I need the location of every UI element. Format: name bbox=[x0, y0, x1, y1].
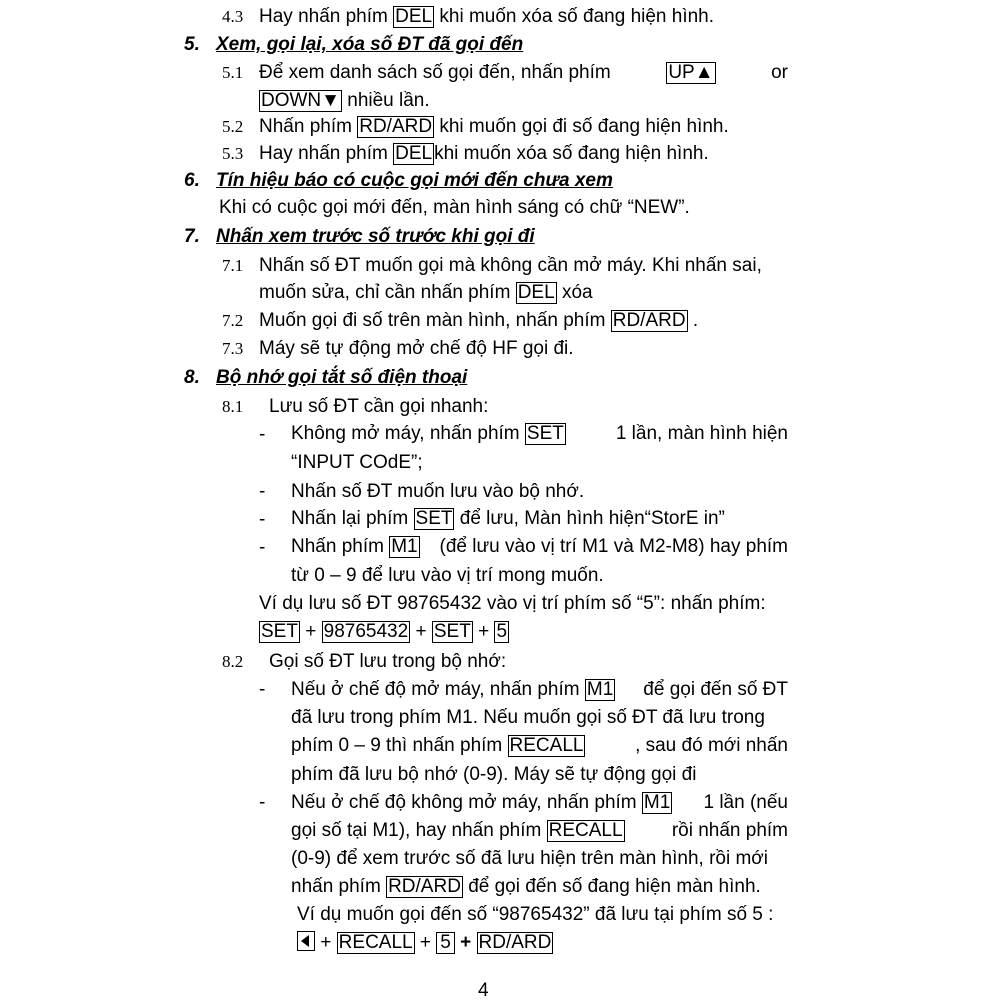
bullet-8-2-b-cont3: nhấn phím RD/ARD để gọi đến số đang hiện màn hình. bbox=[291, 876, 761, 897]
section-7-heading: 7. Nhấn xem trước số trước khi gọi đi bbox=[184, 226, 535, 247]
item-8-2: 8.2 Gọi số ĐT lưu trong bộ nhớ: bbox=[222, 651, 507, 672]
recall-key: RECALL bbox=[548, 820, 623, 841]
item-5-1-cont: DOWN▼ nhiều lần. bbox=[261, 90, 430, 111]
plus-sign: + bbox=[320, 932, 332, 953]
bullet-8-2-a: Nếu ở chế độ mở máy, nhấn phím M1 để gọi đến số ĐT bbox=[291, 679, 788, 700]
del-key: DEL bbox=[395, 143, 433, 164]
m1-key: M1 bbox=[391, 536, 418, 557]
section-title: Nhấn xem trước số trước khi gọi đi bbox=[216, 226, 535, 247]
recall-key: RECALL bbox=[509, 735, 584, 756]
section-8-heading: 8. Bộ nhớ gọi tắt số điện thoại bbox=[184, 367, 468, 388]
section-5-heading: 5. Xem, gọi lại, xóa số ĐT đã gọi đến bbox=[184, 34, 524, 55]
speaker-key-icon bbox=[297, 931, 315, 951]
bullet-dash: - bbox=[259, 537, 266, 558]
bullet-8-1-a-cont: “INPUT COdE”; bbox=[291, 452, 423, 473]
rd-ard-key: RD/ARD bbox=[388, 876, 461, 897]
set-key: SET bbox=[433, 621, 471, 642]
rd-ard-key: RD/ARD bbox=[359, 116, 433, 137]
set-key: SET bbox=[526, 423, 564, 444]
bullet-8-1-b: Nhấn số ĐT muốn lưu vào bộ nhớ. bbox=[291, 481, 585, 502]
phone-number-key: 98765432 bbox=[323, 621, 409, 642]
page-number: 4 bbox=[478, 980, 489, 1001]
example-2: Ví dụ muốn gọi đến số “98765432” đã lưu tại phím số 5 : bbox=[297, 904, 774, 925]
item-number: 4.3 bbox=[222, 7, 244, 26]
bullet-dash: - bbox=[259, 792, 266, 813]
item-5-3: 5.3 Hay nhấn phím DEL khi muốn xóa số đang hiện hình. bbox=[222, 143, 709, 164]
item-7-2: 7.2 Muốn gọi đi số trên màn hình, nhấn phím RD/ARD . bbox=[222, 310, 699, 331]
item-7-1-cont: muốn sửa, chỉ cần nhấn phím DEL xóa bbox=[259, 282, 593, 303]
bullet-8-1-c: Nhấn lại phím SET để lưu, Màn hình hiện“StorE in” bbox=[291, 508, 725, 529]
bullet-dash: - bbox=[259, 424, 266, 445]
bullet-8-2-b-cont2: (0-9) để xem trước số đã lưu hiện trên màn hình, rồi mới bbox=[291, 848, 768, 869]
section-title: Bộ nhớ gọi tắt số điện thoại bbox=[216, 367, 468, 388]
del-key: DEL bbox=[395, 6, 433, 27]
rd-ard-key: RD/ARD bbox=[612, 310, 686, 331]
bullet-8-2-a-cont3: phím đã lưu bộ nhớ (0-9). Máy sẽ tự động gọi đi bbox=[291, 764, 697, 785]
item-5-1: 5.1 Để xem danh sách số gọi đến, nhấn phím UP▲ or bbox=[222, 62, 788, 83]
plus-sign: + bbox=[478, 621, 490, 642]
bullet-8-2-b-cont: gọi số tại M1), hay nhấn phím RECALL rồi nhấn phím bbox=[291, 820, 788, 841]
plus-sign: + bbox=[460, 932, 472, 953]
plus-sign: + bbox=[415, 621, 427, 642]
example-1-sequence bbox=[259, 620, 509, 644]
section-6-body: Khi có cuộc gọi mới đến, màn hình sáng có chữ “NEW”. bbox=[219, 197, 690, 218]
item-7-3: 7.3 Máy sẽ tự động mở chế độ HF gọi đi. bbox=[222, 338, 574, 359]
del-key: DEL bbox=[517, 282, 555, 303]
bullet-8-1-d-cont: từ 0 – 9 để lưu vào vị trí mong muốn. bbox=[291, 565, 604, 586]
plus-sign: + bbox=[305, 621, 317, 642]
set-key: SET bbox=[261, 621, 298, 642]
bullet-dash: - bbox=[259, 509, 266, 530]
bullet-dash: - bbox=[259, 679, 266, 700]
example-1: Ví dụ lưu số ĐT 98765432 vào vị trí phím số “5”: nhấn phím: bbox=[259, 593, 766, 614]
section-title: Xem, gọi lại, xóa số ĐT đã gọi đến bbox=[216, 34, 524, 55]
bullet-dash: - bbox=[259, 481, 266, 502]
rd-ard-key: RD/ARD bbox=[478, 932, 552, 953]
digit-5-key: 5 bbox=[436, 932, 455, 954]
m1-key: M1 bbox=[643, 792, 671, 813]
bullet-8-2-a-cont2: phím 0 – 9 thì nhấn phím RECALL , sau đó mới nhấn bbox=[291, 735, 788, 756]
bullet-8-2-b: Nếu ở chế độ không mở máy, nhấn phím M1 1 lần (nếu bbox=[291, 792, 788, 813]
m1-key: M1 bbox=[586, 679, 614, 700]
plus-sign: + bbox=[419, 932, 431, 953]
item-8-1: 8.1 Lưu số ĐT cần gọi nhanh: bbox=[222, 396, 489, 417]
item-7-1: 7.1 Nhấn số ĐT muốn gọi mà không cần mở máy. Khi nhấn sai, bbox=[222, 255, 762, 276]
example-2-sequence bbox=[297, 931, 553, 955]
up-key: UP▲ bbox=[668, 62, 714, 83]
item-5-2: 5.2 Nhấn phím RD/ARD khi muốn gọi đi số đang hiện hình. bbox=[222, 116, 729, 137]
bullet-8-2-a-cont: đã lưu trong phím M1. Nếu muốn gọi số ĐT đã lưu trong bbox=[291, 707, 765, 728]
section-6-heading: 6. Tín hiệu báo có cuộc gọi mới đến chưa xem bbox=[184, 170, 613, 191]
set-key: SET bbox=[415, 508, 453, 529]
section-title: Tín hiệu báo có cuộc gọi mới đến chưa xem bbox=[216, 170, 613, 191]
bullet-8-1-d: Nhấn phím M1 (để lưu vào vị trí M1 và M2-M8) hay phím bbox=[291, 536, 788, 557]
bullet-8-1-a: Không mở máy, nhấn phím SET 1 lần, màn hình hiện bbox=[291, 423, 788, 444]
item-4-3: 4.3 Hay nhấn phím DEL khi muốn xóa số đang hiện hình. bbox=[222, 6, 715, 27]
down-key: DOWN▼ bbox=[261, 90, 340, 111]
recall-key: RECALL bbox=[338, 932, 413, 953]
digit-5-key: 5 bbox=[496, 621, 508, 642]
